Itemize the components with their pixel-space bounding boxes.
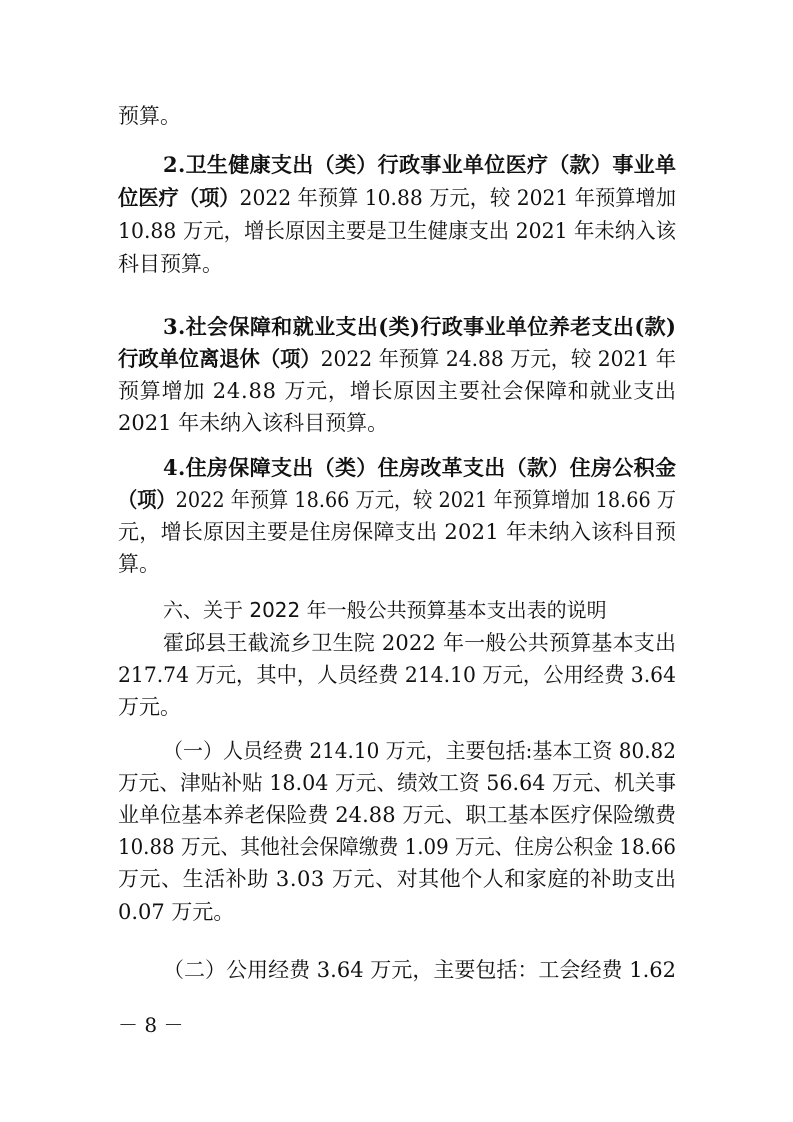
text-span: 万元、生活补助 3.03 万元、对其他个人和家庭的补助支出: [118, 867, 677, 891]
text-line: [118, 768, 676, 798]
text-span: （二）公用经费 3.64 万元，主要包括：工会经费 1.62: [163, 958, 677, 982]
text-line: [118, 549, 160, 579]
bold-text: （项）: [118, 487, 176, 512]
text-line: [118, 800, 676, 830]
text-line: [163, 453, 676, 483]
text-span: 2021 年未纳入该科目预算。: [118, 411, 389, 435]
bold-text: 行政单位离退休（项）: [118, 346, 321, 371]
text-span: 万元。: [118, 695, 181, 719]
text-span: 霍邱县王截流乡卫生院 2022 年一般公共预算基本支出: [163, 631, 677, 655]
text-line: [163, 955, 676, 985]
text-span: 科目预算。: [118, 252, 223, 276]
text-line: [118, 408, 388, 438]
bold-text: 3.社会保障和就业支出(类)行政事业单位养老支出(款): [163, 314, 677, 339]
text-line: [163, 312, 676, 342]
section-heading: 六、关于 2022 年一般公共预算基本支出表的说明: [163, 598, 607, 622]
text-line: [118, 864, 677, 894]
text-span: 2022 年预算 24.88 万元，较 2021 年: [320, 347, 676, 371]
text-line: [118, 897, 234, 927]
page-number: － 8 －: [118, 1013, 184, 1037]
bold-text: 位医疗（项）: [118, 185, 240, 210]
text-line: [163, 736, 676, 766]
text-line: [118, 376, 677, 406]
text-line: [118, 517, 676, 547]
bold-text: 2.卫生健康支出（类）行政事业单位医疗（款）事业单: [163, 152, 677, 177]
text-span: 0.07 万元。: [118, 900, 235, 924]
text-line: [118, 832, 676, 862]
text-line: [118, 485, 676, 515]
text-span: 2022 年预算 10.88 万元，较 2021 年预算增加: [239, 186, 676, 210]
text-line: [118, 660, 676, 690]
text-line: [118, 101, 181, 131]
text-span: 预算增加 24.88 万元，增长原因主要社会保障和就业支出: [118, 379, 677, 403]
text-span: 算。: [118, 552, 160, 576]
text-line: [118, 249, 223, 279]
text-line: [118, 183, 676, 213]
text-span: 2022 年预算 18.66 万元，较 2021 年预算增加 18.66 万: [175, 488, 676, 512]
text-span: 10.88 万元、其他社会保障缴费 1.09 万元、住房公积金 18.66: [118, 835, 676, 859]
text-span: （一）人员经费 214.10 万元，主要包括:基本工资 80.82: [163, 739, 676, 763]
text-span: 万元、津贴补贴 18.04 万元、绩效工资 56.64 万元、机关事: [118, 771, 676, 795]
text-line: [118, 216, 676, 246]
text-span: 10.88 万元，增长原因主要是卫生健康支出 2021 年未纳入该: [118, 219, 676, 243]
text-span: 217.74 万元，其中，人员经费 214.10 万元，公用经费 3.64: [118, 663, 676, 687]
text-line: [118, 692, 181, 722]
text-span: 业单位基本养老保险费 24.88 万元、职工基本医疗保险缴费: [118, 803, 677, 827]
text-line: [163, 595, 607, 625]
text-line: [163, 628, 676, 658]
text-line: [118, 344, 676, 374]
text-span: 预算。: [118, 104, 181, 128]
bold-text: 4.住房保障支出（类）住房改革支出（款）住房公积金: [163, 455, 677, 480]
text-span: 元，增长原因主要是住房保障支出 2021 年未纳入该科目预: [118, 520, 677, 544]
text-line: [163, 150, 676, 180]
